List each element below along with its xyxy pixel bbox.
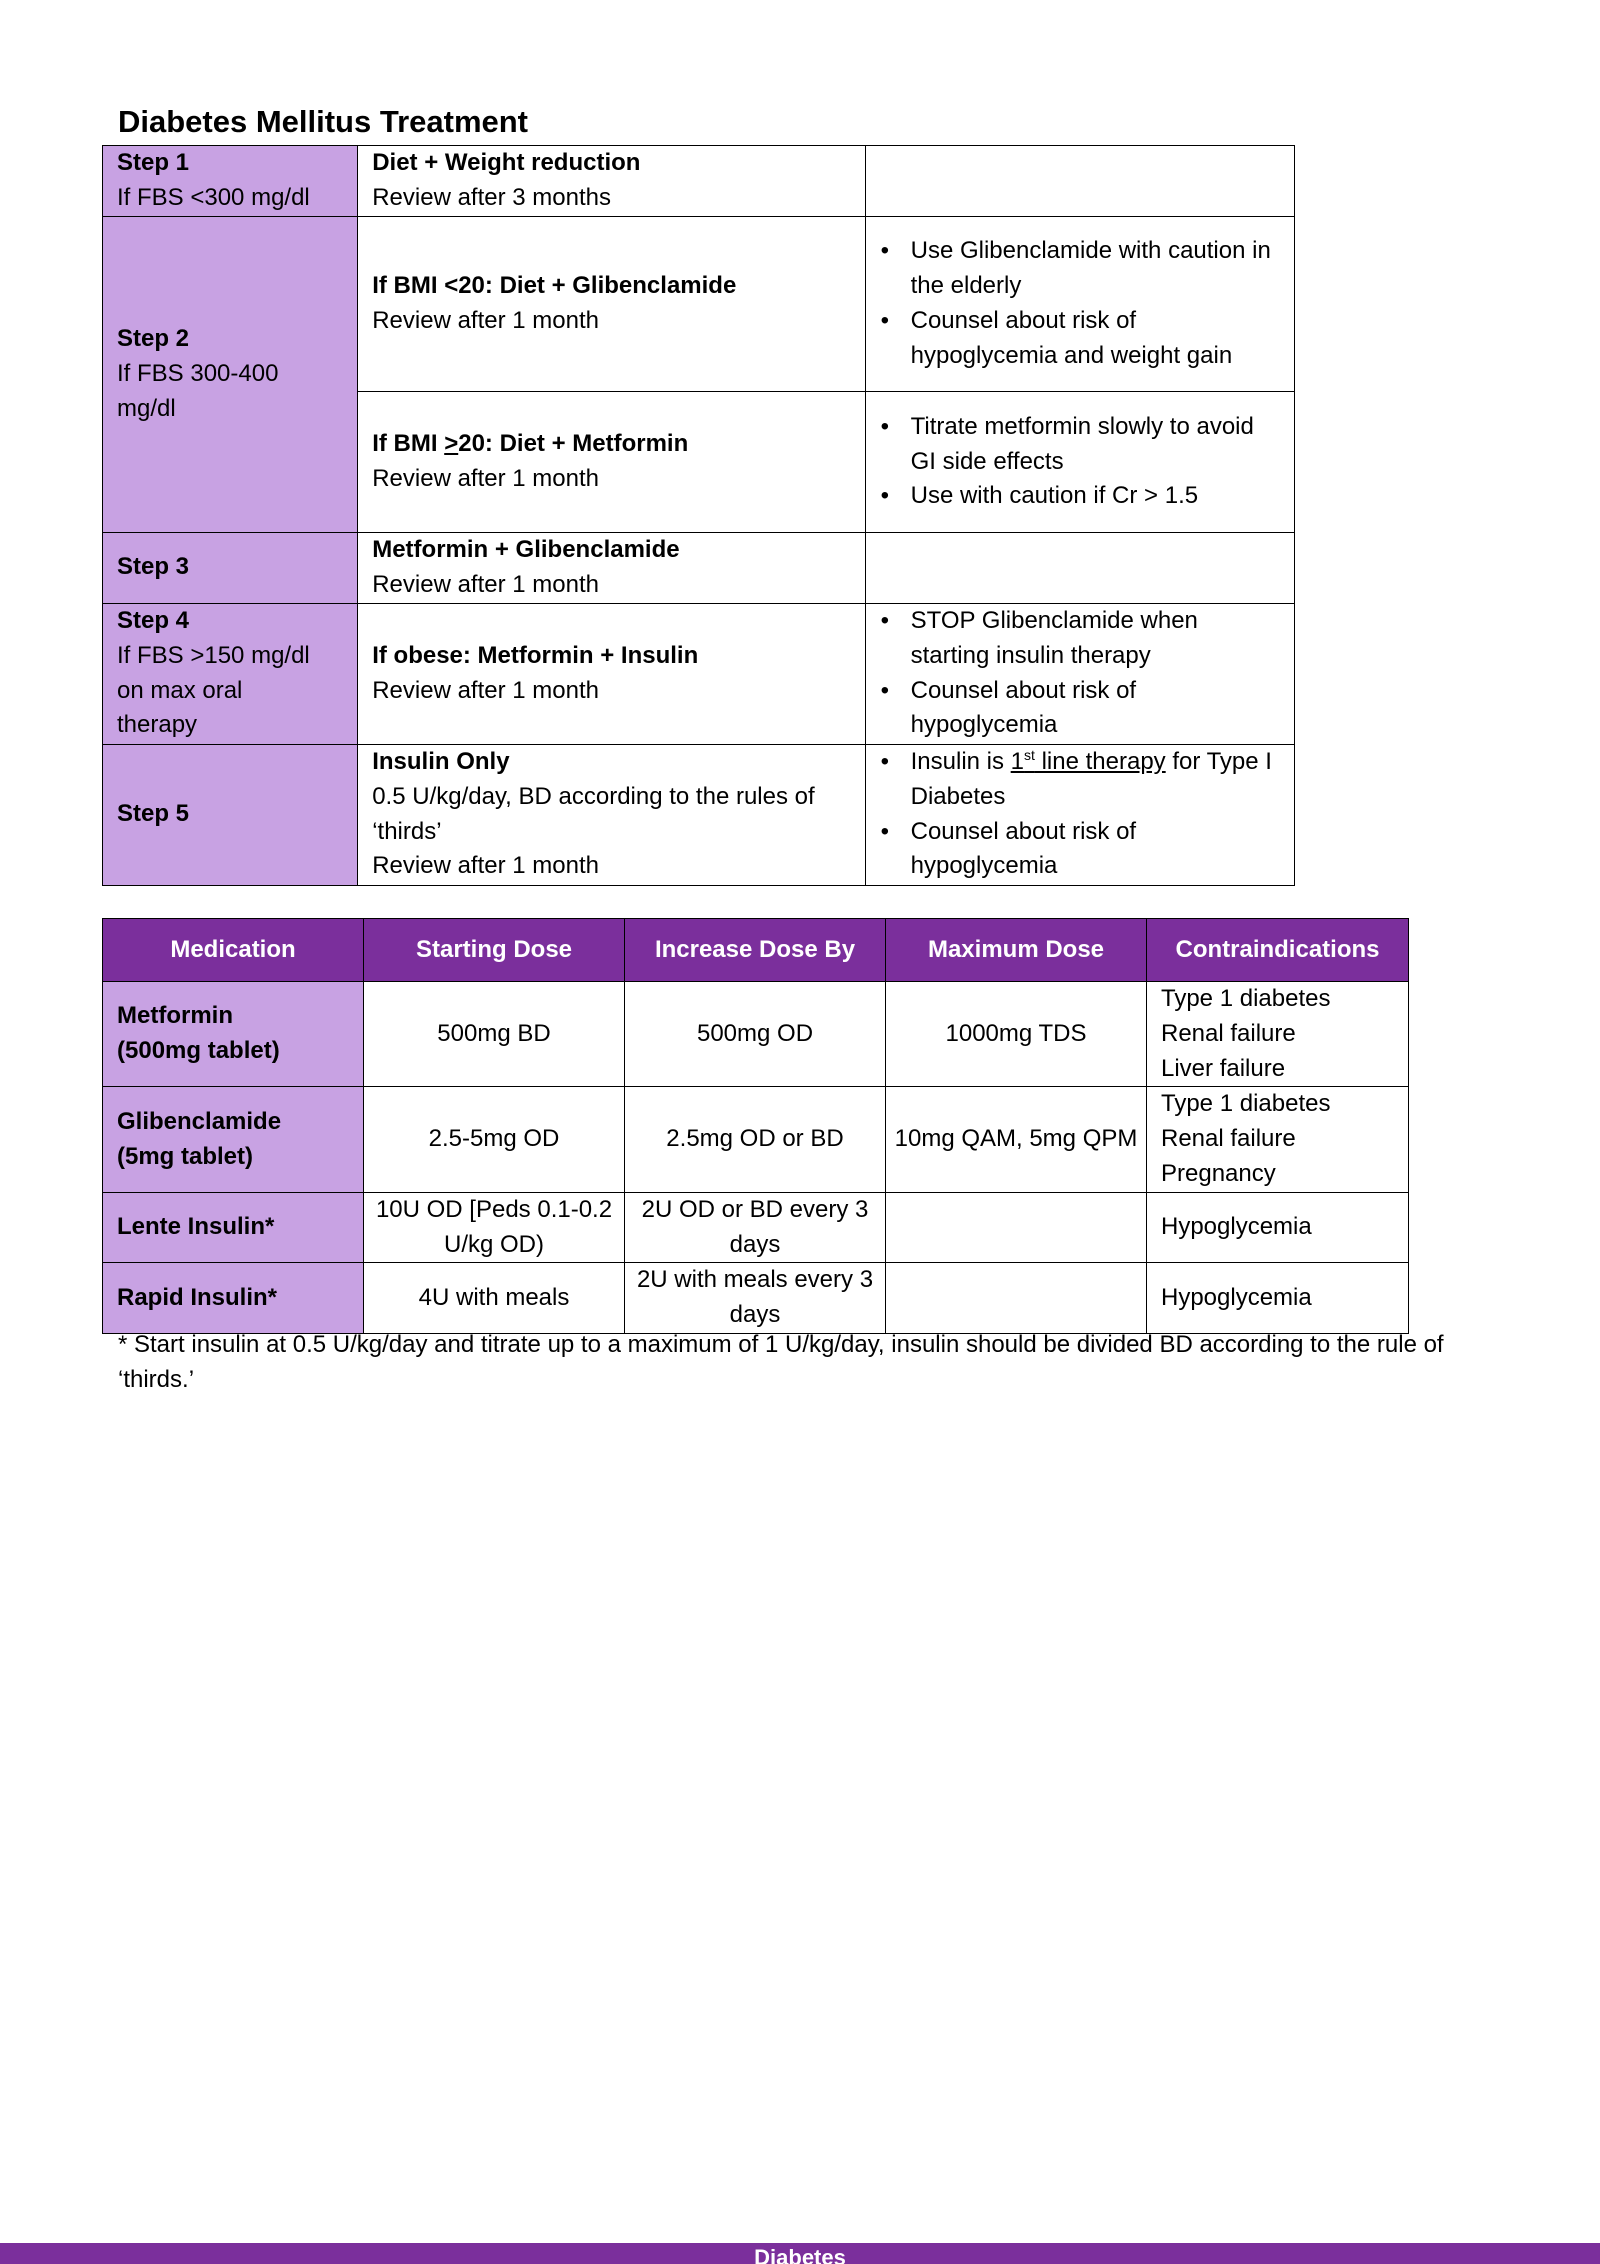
note-item: • Use with caution if Cr > 1.5	[911, 479, 1280, 514]
contraindications: Type 1 diabetes Renal failure Pregnancy	[1147, 1087, 1409, 1192]
notes-cell	[865, 533, 1294, 604]
plan-text: If obese: Metformin + Insulin	[372, 641, 699, 669]
medication-table	[102, 918, 1409, 1334]
review-text: Review after 3 months	[372, 184, 611, 211]
step-label: Step 5	[117, 800, 190, 828]
table-row	[103, 982, 1409, 1087]
note-item: • Insulin is 1st line therapy for Type I Diabetes	[911, 745, 1280, 815]
review-text: Review after 1 month	[372, 852, 599, 880]
step-cell	[103, 603, 358, 744]
notes-list	[880, 410, 1280, 514]
header-row	[103, 919, 1409, 982]
starting-dose: 10U OD [Peds 0.1-0.2 U/kg OD)	[364, 1192, 625, 1263]
step-cell	[103, 744, 358, 885]
note-item: • Use Glibenclamide with caution in the elderly	[911, 234, 1280, 304]
medication-name: Metformin (500mg tablet)	[103, 982, 364, 1087]
step-cell	[103, 146, 358, 217]
step-label: Step 4	[117, 607, 190, 634]
step-label: Step 2	[117, 325, 190, 353]
review-text: Review after 1 month	[372, 465, 599, 492]
medication-name: Rapid Insulin*	[103, 1263, 364, 1334]
medication-name: Lente Insulin*	[103, 1192, 364, 1263]
plan-text: Insulin Only	[372, 748, 510, 775]
contraindications: Hypoglycemia	[1147, 1263, 1409, 1334]
notes-cell	[865, 217, 1294, 392]
step-condition: If FBS <300 mg/dl	[117, 184, 310, 211]
plan-cell	[358, 744, 865, 885]
column-header: Starting Dose	[364, 919, 625, 982]
dose-text: 0.5 U/kg/day, BD according to the rules of ‘thirds’	[372, 782, 815, 845]
contraindications: Hypoglycemia	[1147, 1192, 1409, 1263]
maximum-dose: 1000mg TDS	[886, 982, 1147, 1087]
medication-name: Glibenclamide (5mg tablet)	[103, 1087, 364, 1192]
step-cell	[103, 533, 358, 604]
note-item: • Counsel about risk of hypoglycemia	[911, 674, 1280, 744]
step-condition: If FBS >150 mg/dl on max oral therapy	[117, 641, 310, 739]
step-5-row	[103, 744, 1295, 885]
step-label: Step 3	[117, 553, 190, 581]
notes-list	[880, 234, 1280, 373]
note-item: • STOP Glibenclamide when starting insulin therapy	[911, 604, 1280, 674]
notes-list	[880, 604, 1280, 743]
increase-dose: 2.5mg OD or BD	[625, 1087, 886, 1192]
increase-dose: 2U OD or BD every 3 days	[625, 1192, 886, 1263]
column-header: Maximum Dose	[886, 919, 1147, 982]
table-row	[103, 1192, 1409, 1263]
note-item: • Counsel about risk of hypoglycemia	[911, 815, 1280, 885]
note-item: • Counsel about risk of hypoglycemia and weight gain	[911, 304, 1280, 374]
plan-cell	[358, 146, 865, 217]
step-2a-row	[103, 217, 1295, 392]
step-cell	[103, 217, 358, 533]
treatment-steps-table	[102, 145, 1295, 886]
notes-cell	[865, 744, 1294, 885]
note-item: • Titrate metformin slowly to avoid GI side effects	[911, 410, 1280, 480]
notes-cell	[865, 603, 1294, 744]
maximum-dose: 10mg QAM, 5mg QPM	[886, 1087, 1147, 1192]
maximum-dose	[886, 1263, 1147, 1334]
page-title: Diabetes Mellitus Treatment	[118, 104, 529, 139]
plan-text: Diet + Weight reduction	[372, 149, 641, 177]
plan-cell	[358, 392, 865, 533]
column-header: Contraindications	[1147, 919, 1409, 982]
maximum-dose	[886, 1192, 1147, 1263]
starting-dose: 500mg BD	[364, 982, 625, 1087]
plan-cell	[358, 603, 865, 744]
step-4-row	[103, 603, 1295, 744]
plan-text: Metformin + Glibenclamide	[372, 536, 680, 563]
table-row	[103, 1263, 1409, 1334]
notes-list	[880, 745, 1280, 884]
step-condition: If FBS 300-400 mg/dl	[117, 360, 279, 422]
plan-text: If BMI >20: Diet + Metformin	[372, 430, 689, 458]
starting-dose: 4U with meals	[364, 1263, 625, 1334]
column-header: Increase Dose By	[625, 919, 886, 982]
plan-cell	[358, 533, 865, 604]
contraindications: Type 1 diabetes Renal failure Liver failure	[1147, 982, 1409, 1087]
plan-cell	[358, 217, 865, 392]
plan-text: If BMI <20: Diet + Glibenclamide	[372, 272, 737, 300]
review-text: Review after 1 month	[372, 570, 599, 598]
footnote: * Start insulin at 0.5 U/kg/day and titrate up to a maximum of 1 U/kg/day, insulin should be divided BD according to the rule of ‘thirds.’	[118, 1331, 1444, 1393]
greater-equal-sign: >	[444, 430, 459, 458]
step-1-row	[103, 146, 1295, 217]
increase-dose: 2U with meals every 3 days	[625, 1263, 886, 1334]
notes-cell	[865, 146, 1294, 217]
footer-bar: Diabetes	[0, 2243, 1600, 2264]
increase-dose: 500mg OD	[625, 982, 886, 1087]
review-text: Review after 1 month	[372, 676, 599, 704]
step-label: Step 1	[117, 149, 190, 177]
table-row	[103, 1087, 1409, 1192]
notes-cell	[865, 392, 1294, 533]
starting-dose: 2.5-5mg OD	[364, 1087, 625, 1192]
step-3-row	[103, 533, 1295, 604]
review-text: Review after 1 month	[372, 307, 599, 334]
column-header: Medication	[103, 919, 364, 982]
